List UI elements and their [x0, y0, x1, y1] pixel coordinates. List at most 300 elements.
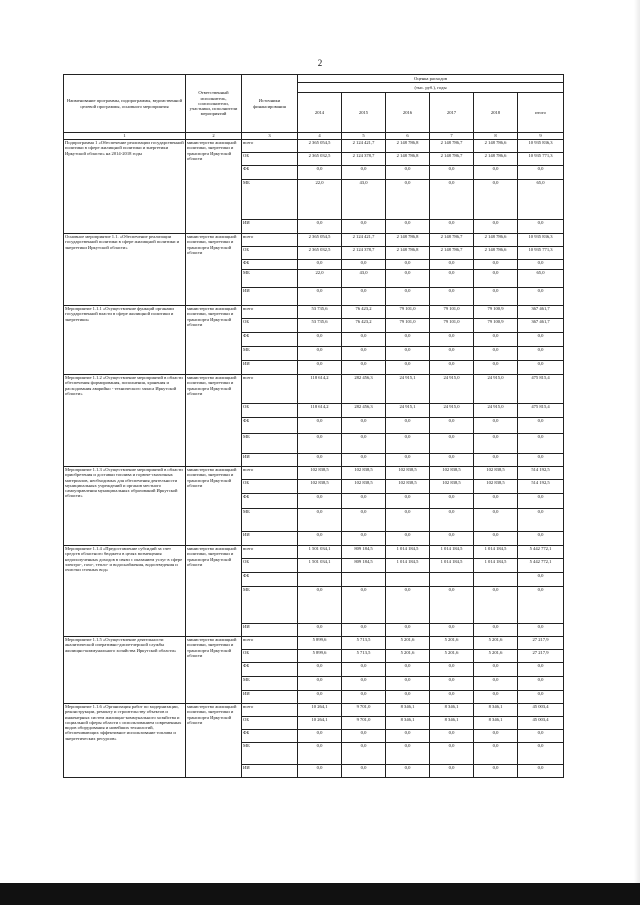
amount-cell: 0,0	[386, 434, 430, 454]
amount-cell: 76 423,2	[342, 306, 386, 319]
table-row	[64, 375, 564, 404]
amount-cell: 10 264,1	[298, 717, 342, 730]
amount-cell	[298, 573, 342, 587]
amount-cell: 10 264,1	[298, 704, 342, 717]
page-number: 2	[317, 58, 323, 68]
amount-cell: 0,0	[342, 166, 386, 180]
amount-cell: 0,0	[430, 663, 474, 677]
amount-cell: 102 838,5	[430, 467, 474, 480]
amount-cell: 0,0	[386, 454, 430, 467]
program-name: Основное мероприятие 1.1. «Обеспечение реализации государственной политики в сфере жилищной политики и энергетики Иркутской области»	[64, 234, 186, 306]
amount-cell: 1 501 034,1	[298, 546, 342, 559]
amount-cell: 10 935 771,3	[518, 153, 564, 166]
amount-cell: 0,0	[474, 691, 518, 704]
amount-cell: 24 915,0	[430, 404, 474, 418]
amount-cell: 0,0	[518, 260, 564, 270]
amount-cell: 0,0	[474, 743, 518, 765]
amount-cell: 0,0	[298, 333, 342, 347]
amount-cell: 2 365 032,5	[298, 247, 342, 260]
funding-source: ОБ	[242, 480, 298, 494]
amount-cell: 2 148 786,8	[386, 247, 430, 260]
funding-source: всего	[242, 467, 298, 480]
amount-cell: 2 124 421,7	[342, 140, 386, 153]
amount-cell: 475 815,4	[518, 375, 564, 404]
amount-cell: 5 201,6	[430, 650, 474, 663]
amount-cell: 0,0	[386, 509, 430, 532]
amount-cell: 0,0	[518, 166, 564, 180]
amount-cell: 0,0	[474, 587, 518, 624]
amount-cell: 0,0	[386, 180, 430, 220]
amount-cell: 79 101,0	[430, 319, 474, 333]
amount-cell: 5 713,5	[342, 637, 386, 650]
amount-cell: 809 184,5	[342, 546, 386, 559]
funding-source: ОБ	[242, 404, 298, 418]
amount-cell: 0,0	[342, 494, 386, 509]
header-cost: Оценка расходов	[298, 75, 564, 83]
header-source: Источники финансирования	[242, 75, 298, 133]
amount-cell: 0,0	[474, 180, 518, 220]
amount-cell: 79 101,0	[386, 306, 430, 319]
amount-cell: 0,0	[474, 624, 518, 637]
amount-cell: 0,0	[298, 691, 342, 704]
amount-cell: 5 442 772,1	[518, 546, 564, 559]
amount-cell: 0,0	[386, 418, 430, 434]
amount-cell: 76 423,2	[342, 319, 386, 333]
amount-cell: 22,0	[298, 270, 342, 288]
funding-source: ОБ	[242, 247, 298, 260]
funding-source: всего	[242, 234, 298, 247]
header-responsible: Ответственный исполнитель, соисполнители, участники, исполнители мероприятий	[186, 75, 242, 133]
amount-cell: 0,0	[386, 270, 430, 288]
amount-cell: 102 838,5	[430, 480, 474, 494]
amount-cell: 0,0	[342, 434, 386, 454]
column-index: 3	[242, 133, 298, 140]
amount-cell: 0,0	[430, 434, 474, 454]
amount-cell: 118 614,2	[298, 404, 342, 418]
amount-cell: 0,0	[474, 454, 518, 467]
amount-cell: 27 217,9	[518, 650, 564, 663]
amount-cell: 5 442 772,1	[518, 559, 564, 573]
amount-cell: 0,0	[474, 166, 518, 180]
funding-source: ОБ	[242, 319, 298, 333]
program-name: Мероприятие 1.1.4 «Предоставление субсидий за счет средств областного бюджета в целях возмещения недополученных доходов в связи с оказанием услуг в сфере электро-, газо-, тепло- и водоснабжения, водоотведения и очистки сточных вод»	[64, 546, 186, 637]
amount-cell: 0,0	[386, 532, 430, 546]
amount-cell: 0,0	[430, 347, 474, 361]
amount-cell: 0,0	[386, 494, 430, 509]
header-year: 2014	[298, 93, 342, 133]
amount-cell: 24 915,0	[474, 375, 518, 404]
amount-cell: 0,0	[342, 220, 386, 234]
header-name: Наименование программы, подпрограммы, ведомственной целевой программы, основного мероприятия	[64, 75, 186, 133]
amount-cell: 1 501 034,1	[298, 559, 342, 573]
amount-cell: 24 915,0	[474, 404, 518, 418]
funding-source: МБ	[242, 434, 298, 454]
amount-cell: 5 899,6	[298, 637, 342, 650]
amount-cell: 118 614,2	[298, 375, 342, 404]
program-name: Мероприятие 1.1.1 «Осуществление функций органами государственной власти в сфере жилищной политики и энергетики»	[64, 306, 186, 375]
amount-cell: 102 838,5	[298, 480, 342, 494]
responsible-executor: министерство жилищной политики, энергетики и транспорта Иркутской области	[186, 467, 242, 546]
amount-cell: 0,0	[298, 677, 342, 691]
amount-cell: 2 124 378,7	[342, 247, 386, 260]
amount-cell: 0,0	[342, 418, 386, 434]
funding-source: ФБ	[242, 573, 298, 587]
amount-cell: 2 148 786,7	[430, 247, 474, 260]
amount-cell: 1 014 184,5	[474, 546, 518, 559]
amount-cell: 43,0	[342, 180, 386, 220]
amount-cell: 102 838,5	[386, 467, 430, 480]
amount-cell: 0,0	[518, 418, 564, 434]
amount-cell: 2 148 786,7	[430, 153, 474, 166]
amount-cell: 282 456,3	[342, 375, 386, 404]
amount-cell: 8 346,1	[386, 717, 430, 730]
funding-source: всего	[242, 306, 298, 319]
amount-cell: 0,0	[298, 361, 342, 375]
funding-source: ИИ	[242, 220, 298, 234]
funding-source: ИИ	[242, 361, 298, 375]
funding-source: ФБ	[242, 260, 298, 270]
amount-cell: 0,0	[386, 333, 430, 347]
funding-source: ИИ	[242, 454, 298, 467]
amount-cell: 0,0	[474, 434, 518, 454]
amount-cell: 0,0	[430, 260, 474, 270]
responsible-executor: министерство жилищной политики, энергетики и транспорта Иркутской области	[186, 704, 242, 778]
amount-cell: 0,0	[298, 260, 342, 270]
amount-cell: 0,0	[430, 624, 474, 637]
amount-cell: 8 346,1	[430, 704, 474, 717]
amount-cell: 0,0	[430, 743, 474, 765]
amount-cell: 809 184,5	[342, 559, 386, 573]
amount-cell: 5 201,6	[474, 650, 518, 663]
amount-cell: 0,0	[298, 434, 342, 454]
amount-cell: 0,0	[518, 691, 564, 704]
funding-source: ФБ	[242, 494, 298, 509]
amount-cell: 0,0	[430, 509, 474, 532]
amount-cell: 2 148 786,6	[474, 140, 518, 153]
amount-cell: 2 124 421,7	[342, 234, 386, 247]
amount-cell: 2 148 786,8	[386, 234, 430, 247]
header-year: 2016	[386, 93, 430, 133]
amount-cell: 0,0	[474, 418, 518, 434]
column-index: 6	[386, 133, 430, 140]
funding-source: МБ	[242, 587, 298, 624]
amount-cell: 0,0	[430, 454, 474, 467]
funding-source: МБ	[242, 509, 298, 532]
amount-cell: 0,0	[518, 347, 564, 361]
program-name: Мероприятие 1.1.3 «Осуществление мероприятий в области приобретения и доставки топлива и горюче-смазочных материалов, необходимых для обеспечения деятельности муниципальных учреждений и органов местного самоуправления муниципальных образований Иркутской области»	[64, 467, 186, 546]
table-row	[64, 704, 564, 717]
amount-cell: 0,0	[342, 454, 386, 467]
amount-cell: 0,0	[298, 587, 342, 624]
amount-cell: 0,0	[518, 663, 564, 677]
amount-cell: 0,0	[518, 765, 564, 778]
amount-cell: 0,0	[386, 691, 430, 704]
amount-cell: 0,0	[474, 663, 518, 677]
amount-cell: 0,0	[386, 166, 430, 180]
amount-cell: 0,0	[474, 730, 518, 743]
amount-cell: 24 915,0	[430, 375, 474, 404]
amount-cell: 0,0	[518, 624, 564, 637]
amount-cell	[386, 573, 430, 587]
amount-cell: 0,0	[518, 677, 564, 691]
amount-cell: 102 838,5	[386, 480, 430, 494]
amount-cell: 5 899,6	[298, 650, 342, 663]
funding-source: ИИ	[242, 532, 298, 546]
table-row	[64, 546, 564, 559]
amount-cell: 0,0	[298, 347, 342, 361]
amount-cell: 0,0	[430, 270, 474, 288]
funding-source: ОБ	[242, 559, 298, 573]
amount-cell: 0,0	[474, 494, 518, 509]
amount-cell: 45 003,4	[518, 704, 564, 717]
amount-cell: 0,0	[474, 288, 518, 306]
amount-cell: 514 192,5	[518, 480, 564, 494]
amount-cell: 1 014 184,5	[430, 546, 474, 559]
amount-cell: 2 148 786,6	[474, 247, 518, 260]
amount-cell: 0,0	[518, 333, 564, 347]
amount-cell: 2 124 378,7	[342, 153, 386, 166]
amount-cell: 0,0	[342, 765, 386, 778]
amount-cell: 5 201,6	[430, 637, 474, 650]
amount-cell: 0,0	[298, 743, 342, 765]
amount-cell: 0,0	[474, 260, 518, 270]
amount-cell: 0,0	[518, 532, 564, 546]
funding-source: ФБ	[242, 663, 298, 677]
funding-source: ИИ	[242, 691, 298, 704]
amount-cell: 24 915,1	[386, 375, 430, 404]
funding-source: ИИ	[242, 288, 298, 306]
column-index: 9	[518, 133, 564, 140]
amount-cell: 0,0	[430, 166, 474, 180]
funding-source: МБ	[242, 180, 298, 220]
amount-cell: 0,0	[430, 220, 474, 234]
amount-cell: 102 838,5	[474, 480, 518, 494]
funding-source: ФБ	[242, 730, 298, 743]
funding-source: всего	[242, 637, 298, 650]
amount-cell: 10 935 836,3	[518, 140, 564, 153]
amount-cell: 2 148 786,8	[386, 153, 430, 166]
amount-cell: 0,0	[298, 494, 342, 509]
funding-source: ФБ	[242, 166, 298, 180]
amount-cell: 0,0	[474, 333, 518, 347]
header-unit: (тыс. руб.), годы	[298, 83, 564, 93]
funding-source: всего	[242, 546, 298, 559]
amount-cell: 1 014 184,5	[474, 559, 518, 573]
table-row	[64, 467, 564, 480]
funding-source: всего	[242, 375, 298, 404]
amount-cell: 1 014 184,5	[386, 559, 430, 573]
amount-cell: 53 735,6	[298, 319, 342, 333]
amount-cell: 79 100,9	[474, 319, 518, 333]
table-row	[64, 140, 564, 153]
column-index: 1	[64, 133, 186, 140]
amount-cell: 0,0	[298, 220, 342, 234]
amount-cell: 0,0	[298, 418, 342, 434]
amount-cell: 0,0	[386, 260, 430, 270]
amount-cell: 0,0	[386, 743, 430, 765]
responsible-executor: министерство жилищной политики, энергетики и транспорта Иркутской области	[186, 375, 242, 467]
amount-cell: 0,0	[430, 677, 474, 691]
funding-source: ОБ	[242, 717, 298, 730]
amount-cell: 0,0	[430, 691, 474, 704]
amount-cell: 0,0	[386, 288, 430, 306]
amount-cell: 0,0	[386, 220, 430, 234]
amount-cell: 0,0	[298, 532, 342, 546]
budget-table	[63, 74, 564, 778]
amount-cell: 0,0	[474, 270, 518, 288]
amount-cell: 367 461,7	[518, 306, 564, 319]
funding-source: МБ	[242, 743, 298, 765]
funding-source: ОБ	[242, 153, 298, 166]
amount-cell: 0,0	[298, 663, 342, 677]
amount-cell	[430, 573, 474, 587]
amount-cell: 0,0	[386, 624, 430, 637]
funding-source: ФБ	[242, 418, 298, 434]
amount-cell: 0,0	[386, 677, 430, 691]
column-index: 7	[430, 133, 474, 140]
amount-cell: 282 456,3	[342, 404, 386, 418]
amount-cell: 2 365 054,5	[298, 140, 342, 153]
column-index: 5	[342, 133, 386, 140]
amount-cell: 0,0	[298, 624, 342, 637]
amount-cell: 0,0	[430, 288, 474, 306]
amount-cell: 0,0	[474, 765, 518, 778]
amount-cell: 102 838,5	[342, 480, 386, 494]
program-name: Мероприятие 1.1.6 «Организация работ по модернизации, реконструкции, ремонту и строительству объектов и инженерных систем жилищно-коммунального хозяйства и социальной сферы области с использованием современных видов оборудования и новейших технологий, обеспечивающих эффективное использование топлива и энергетических ресурсов»	[64, 704, 186, 778]
header-year: итого	[518, 93, 564, 133]
amount-cell: 5 201,6	[474, 637, 518, 650]
program-name: Мероприятие 1.1.5 «Осуществление деятельности аналитической оперативно-диспетчерской службы жилищно-коммунального хозяйства Иркутской области»	[64, 637, 186, 704]
amount-cell: 0,0	[298, 509, 342, 532]
amount-cell: 0,0	[474, 361, 518, 375]
amount-cell: 5 713,5	[342, 650, 386, 663]
amount-cell: 2 148 786,6	[474, 234, 518, 247]
funding-source: МБ	[242, 270, 298, 288]
scan-shadow	[634, 0, 640, 883]
amount-cell: 0,0	[342, 260, 386, 270]
amount-cell	[342, 573, 386, 587]
responsible-executor: министерство жилищной политики, энергетики и транспорта Иркутской области	[186, 546, 242, 637]
header-year: 2015	[342, 93, 386, 133]
amount-cell: 24 915,1	[386, 404, 430, 418]
amount-cell: 0,0	[386, 663, 430, 677]
funding-source: ИИ	[242, 765, 298, 778]
header-year: 2018	[474, 93, 518, 133]
amount-cell: 0,0	[342, 361, 386, 375]
amount-cell: 0,0	[474, 509, 518, 532]
amount-cell: 0,0	[474, 220, 518, 234]
amount-cell: 65,0	[518, 270, 564, 288]
amount-cell: 2 148 786,7	[430, 234, 474, 247]
amount-cell: 0,0	[474, 677, 518, 691]
column-index: 2	[186, 133, 242, 140]
amount-cell: 45 003,4	[518, 717, 564, 730]
amount-cell: 0,0	[518, 288, 564, 306]
responsible-executor: министерство жилищной политики, энергетики и транспорта Иркутской области	[186, 306, 242, 375]
amount-cell	[474, 573, 518, 587]
amount-cell: 79 100,9	[474, 306, 518, 319]
amount-cell: 0,0	[298, 765, 342, 778]
responsible-executor: министерство жилищной политики, энергетики и транспорта Иркутской области	[186, 234, 242, 306]
amount-cell: 8 346,1	[430, 717, 474, 730]
amount-cell: 1 014 184,5	[386, 546, 430, 559]
amount-cell: 0,0	[342, 509, 386, 532]
amount-cell: 0,0	[430, 333, 474, 347]
amount-cell: 0,0	[430, 730, 474, 743]
amount-cell: 102 838,5	[342, 467, 386, 480]
amount-cell: 0,0	[298, 166, 342, 180]
amount-cell: 79 101,0	[386, 319, 430, 333]
amount-cell: 0,0	[342, 532, 386, 546]
amount-cell: 0,0	[430, 180, 474, 220]
table-row	[64, 306, 564, 319]
amount-cell: 0,0	[518, 361, 564, 375]
amount-cell: 0,0	[518, 587, 564, 624]
amount-cell: 8 346,1	[474, 717, 518, 730]
funding-source: ФБ	[242, 333, 298, 347]
program-name: Подпрограмма 1 «Обеспечение реализации государственной политики в сфере жилищной политики и энергетики Иркутской области» на 2014-2018 годы	[64, 140, 186, 234]
amount-cell: 0,0	[430, 361, 474, 375]
amount-cell: 0,0	[342, 730, 386, 743]
amount-cell: 0,0	[342, 288, 386, 306]
amount-cell: 1 014 184,5	[430, 559, 474, 573]
amount-cell: 0,0	[298, 288, 342, 306]
amount-cell: 22,0	[298, 180, 342, 220]
amount-cell: 0,0	[298, 730, 342, 743]
amount-cell: 0,0	[386, 347, 430, 361]
amount-cell: 0,0	[430, 418, 474, 434]
amount-cell: 0,0	[430, 587, 474, 624]
column-index: 4	[298, 133, 342, 140]
amount-cell: 8 346,1	[386, 704, 430, 717]
amount-cell: 0,0	[518, 454, 564, 467]
amount-cell: 0,0	[518, 509, 564, 532]
amount-cell: 2 148 786,6	[474, 153, 518, 166]
amount-cell: 0,0	[430, 494, 474, 509]
amount-cell: 102 838,5	[474, 467, 518, 480]
amount-cell: 0,0	[386, 730, 430, 743]
table-row	[64, 234, 564, 247]
responsible-executor: министерство жилищной политики, энергетики и транспорта Иркутской области	[186, 637, 242, 704]
amount-cell: 0,0	[342, 691, 386, 704]
amount-cell: 0,0	[342, 743, 386, 765]
amount-cell: 0,0	[518, 573, 564, 587]
funding-source: всего	[242, 704, 298, 717]
amount-cell: 102 838,5	[298, 467, 342, 480]
header-year: 2017	[430, 93, 474, 133]
amount-cell: 475 815,4	[518, 404, 564, 418]
amount-cell: 9 701,0	[342, 717, 386, 730]
amount-cell: 0,0	[342, 333, 386, 347]
amount-cell: 0,0	[518, 434, 564, 454]
amount-cell: 0,0	[298, 454, 342, 467]
amount-cell: 0,0	[386, 361, 430, 375]
amount-cell: 0,0	[342, 587, 386, 624]
amount-cell: 0,0	[474, 532, 518, 546]
amount-cell: 10 935 771,3	[518, 247, 564, 260]
amount-cell: 514 192,5	[518, 467, 564, 480]
amount-cell: 0,0	[342, 677, 386, 691]
amount-cell: 79 101,0	[430, 306, 474, 319]
amount-cell: 0,0	[386, 765, 430, 778]
amount-cell: 65,0	[518, 180, 564, 220]
amount-cell: 27 217,9	[518, 637, 564, 650]
amount-cell: 2 365 054,5	[298, 234, 342, 247]
amount-cell: 10 935 836,3	[518, 234, 564, 247]
amount-cell: 0,0	[342, 663, 386, 677]
amount-cell: 0,0	[518, 730, 564, 743]
amount-cell: 2 148 786,8	[386, 140, 430, 153]
